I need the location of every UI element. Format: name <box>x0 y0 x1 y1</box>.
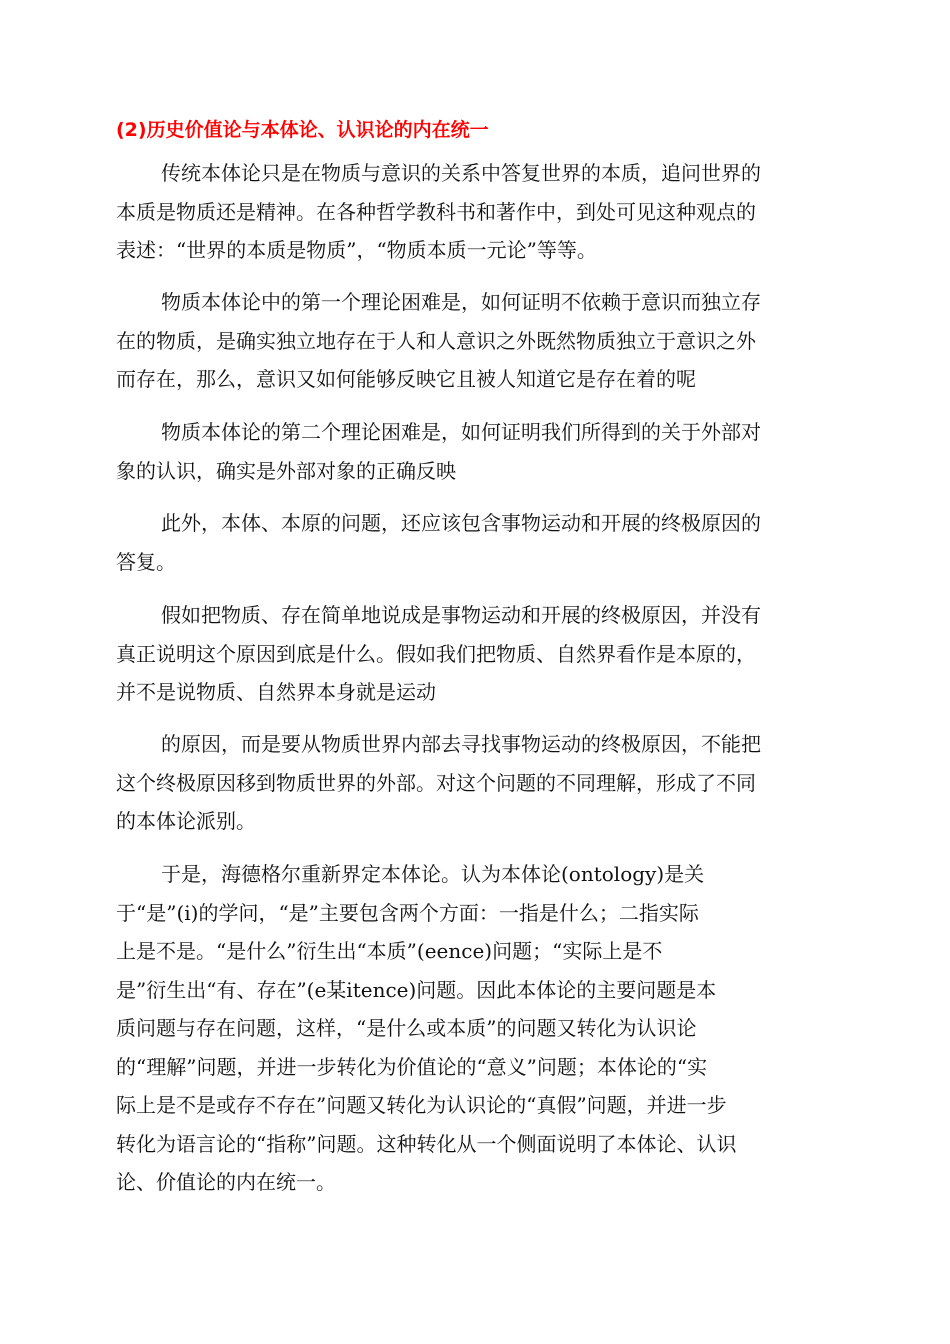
text-line: 的“理解”问题，并进一步转化为价值论的“意义”问题；本体论的“实 <box>116 1054 708 1079</box>
paragraph-7 <box>116 855 836 1202</box>
text-line: 质问题与存在问题，这样，“是什么或本质”的问题又转化为认识论 <box>116 1016 697 1040</box>
text-line: 本质是物质还是精神。在各种哲学教科书和著作中，到处可见这种观点的 <box>116 199 756 224</box>
text-line: 上是不是。“是什么”衍生出“本质”(eence)问题；“实际上是不 <box>116 939 663 963</box>
text-line: 论、价值论的内在统一。 <box>116 1170 336 1194</box>
text-line: 答复。 <box>116 549 176 574</box>
text-line: 物质本体论的第二个理论困难是，如何证明我们所得到的关于外部对 <box>161 420 761 444</box>
section-heading: (2)历史价值论与本体论、认识论的内在统一 <box>116 119 489 141</box>
text-line: 的本体论派别。 <box>116 809 256 833</box>
text-line: 假如把物质、存在简单地说成是事物运动和开展的终极原因，并没有 <box>161 603 761 627</box>
text-line: 此外，本体、本原的问题，还应该包含事物运动和开展的终极原因的 <box>161 511 761 535</box>
text-line: 于“是”(i)的学问，“是”主要包含两个方面：一指是什么；二指实际 <box>116 900 699 925</box>
text-line: 而存在，那么，意识又如何能够反映它且被人知道它是存在着的呢 <box>116 367 696 391</box>
text-line: 的原因，而是要从物质世界内部去寻找事物运动的终极原因，不能把 <box>161 732 761 756</box>
text-line: 象的认识，确实是外部对象的正确反映 <box>116 458 456 483</box>
text-line: 物质本体论中的第一个理论困难是，如何证明不依赖于意识而独立存 <box>161 290 761 314</box>
paragraph-2 <box>116 283 836 399</box>
text-line: 表述：“世界的本质是物质”，“物质本质一元论”等等。 <box>116 238 597 262</box>
paragraph-4 <box>116 504 836 581</box>
paragraph-1 <box>116 154 836 270</box>
text-line: 转化为语言论的“指称”问题。这种转化从一个侧面说明了本体论、认识 <box>116 1131 737 1156</box>
text-line: 于是，海德格尔重新界定本体论。认为本体论(ontology)是关 <box>161 862 705 886</box>
paragraph-5 <box>116 596 836 712</box>
paragraph-6 <box>116 725 836 841</box>
text-line: 际上是不是或存不存在”问题又转化为认识论的“真假”问题，并进一步 <box>116 1093 727 1117</box>
text-line: 这个终极原因移到物质世界的外部。对这个问题的不同理解，形成了不同 <box>116 770 756 795</box>
text-line: 传统本体论只是在物质与意识的关系中答复世界的本质，追问世界的 <box>161 161 761 185</box>
text-line: 是”衍生出“有、存在”(e某itence)问题。因此本体论的主要问题是本 <box>116 977 717 1002</box>
paragraph-3 <box>116 413 836 490</box>
text-line: 并不是说物质、自然界本身就是运动 <box>116 680 436 704</box>
text-line: 真正说明这个原因到底是什么。假如我们把物质、自然界看作是本原的， <box>116 641 756 666</box>
text-line: 在的物质，是确实独立地存在于人和人意识之外既然物质独立于意识之外 <box>116 328 756 353</box>
